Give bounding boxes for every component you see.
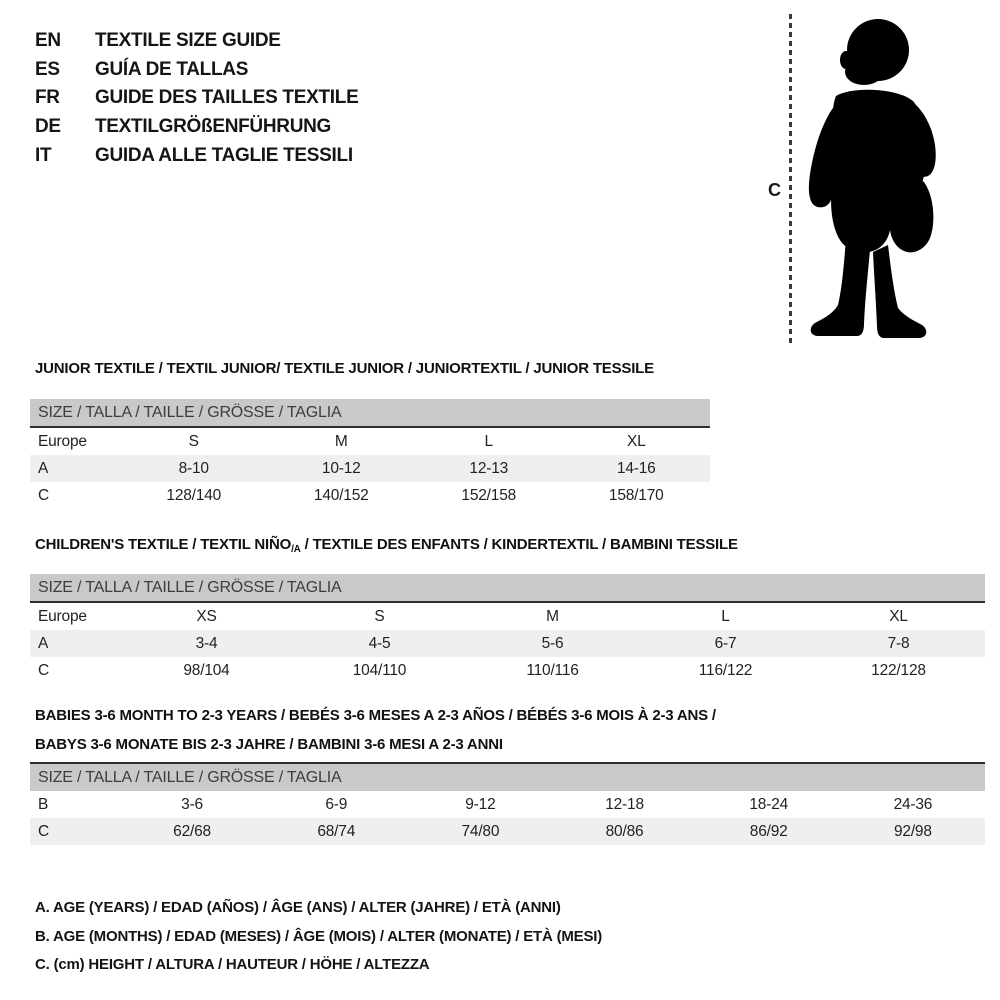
height-measure-dashed-line bbox=[789, 14, 792, 344]
value-cell: 110/116 bbox=[526, 661, 579, 679]
table-band-header bbox=[30, 574, 985, 602]
heading-line-1: BABIES 3-6 MONTH TO 2-3 YEARS / BEBÉS 3-6 MESES A 2-3 AÑOS / BÉBÉS 3-6 MOIS À 2-3 ANS / bbox=[35, 707, 716, 724]
language-row bbox=[35, 113, 358, 142]
value-cell: 104/110 bbox=[352, 661, 407, 679]
table-row-europe bbox=[30, 602, 985, 630]
note-height-cm: C. (cm) HEIGHT / ALTURA / HAUTEUR / HÖHE / ALTEZZA bbox=[35, 956, 430, 974]
value-cell: 10-12 bbox=[268, 455, 416, 482]
row-label: Europe bbox=[38, 607, 87, 625]
row-label: C bbox=[30, 818, 120, 845]
value-cell: 3-4 bbox=[120, 630, 293, 657]
size-cell: S bbox=[188, 432, 199, 450]
legend-notes bbox=[35, 894, 602, 980]
table-band-header bbox=[30, 763, 985, 791]
baby-figure-area bbox=[760, 8, 975, 353]
size-cell: M bbox=[546, 607, 559, 625]
size-cell: XS bbox=[196, 607, 217, 625]
table-row-age bbox=[30, 630, 985, 657]
value-cell: 12-13 bbox=[415, 455, 563, 482]
value-cell: 152/158 bbox=[461, 486, 517, 504]
language-row bbox=[35, 142, 358, 171]
value-cell: 74/80 bbox=[408, 818, 552, 845]
heading-line-2: BABYS 3-6 MONATE BIS 2-3 JAHRE / BAMBINI 3-6 MESI A 2-3 ANNI bbox=[35, 736, 503, 753]
band-label: SIZE / TALLA / TAILLE / GRÖSSE / TAGLIA bbox=[30, 763, 985, 791]
language-code: ES bbox=[35, 58, 60, 80]
junior-section-heading: JUNIOR TEXTILE / TEXTIL JUNIOR/ TEXTILE JUNIOR / JUNIORTEXTIL / JUNIOR TESSILE bbox=[35, 360, 654, 377]
value-cell: 5-6 bbox=[466, 630, 639, 657]
value-cell: 24-36 bbox=[893, 795, 933, 813]
value-cell: 122/128 bbox=[871, 661, 926, 679]
table-row-height bbox=[30, 482, 710, 509]
language-row bbox=[35, 84, 358, 113]
babies-size-table bbox=[30, 762, 985, 845]
language-title-list bbox=[35, 27, 358, 171]
value-cell: 116/122 bbox=[698, 661, 753, 679]
language-code: EN bbox=[35, 30, 61, 51]
row-label: C bbox=[38, 661, 49, 679]
row-label: B bbox=[38, 795, 49, 813]
heading-text: CHILDREN'S TEXTILE / TEXTIL NIÑO bbox=[35, 536, 292, 553]
band-label: SIZE / TALLA / TAILLE / GRÖSSE / TAGLIA bbox=[30, 399, 710, 427]
value-cell: 14-16 bbox=[563, 455, 711, 482]
value-cell: 140/152 bbox=[313, 486, 369, 504]
row-label: A bbox=[30, 455, 120, 482]
table-row-height bbox=[30, 818, 985, 845]
language-row bbox=[35, 27, 358, 56]
baby-silhouette-icon bbox=[802, 10, 957, 350]
size-cell: S bbox=[374, 607, 385, 625]
language-code: IT bbox=[35, 144, 52, 166]
language-code: DE bbox=[35, 116, 61, 138]
height-measure-label: C bbox=[768, 180, 781, 200]
value-cell: 6-9 bbox=[325, 795, 348, 813]
value-cell: 4-5 bbox=[293, 630, 466, 657]
children-section-heading bbox=[35, 536, 738, 559]
row-label: A bbox=[30, 630, 120, 657]
guide-title: GUIDE DES TAILLES TEXTILE bbox=[95, 87, 359, 109]
table-row-height bbox=[30, 657, 985, 684]
note-age-months: B. AGE (MONTHS) / EDAD (MESES) / ÂGE (MOIS) / ALTER (MONATE) / ETÀ (MESI) bbox=[35, 927, 603, 945]
value-cell: 128/140 bbox=[166, 486, 222, 504]
guide-title: TEXTILE SIZE GUIDE bbox=[95, 30, 281, 51]
value-cell: 80/86 bbox=[552, 818, 696, 845]
value-cell: 8-10 bbox=[120, 455, 268, 482]
heading-text: / TEXTILE DES ENFANTS / KINDERTEXTIL / BAMBINI TESSILE bbox=[300, 536, 738, 553]
value-cell: 6-7 bbox=[639, 630, 812, 657]
guide-title: GUÍA DE TALLAS bbox=[95, 58, 249, 80]
value-cell: 12-18 bbox=[605, 795, 644, 813]
language-row bbox=[35, 56, 358, 85]
heading-subscript: /A bbox=[291, 544, 301, 555]
row-label: Europe bbox=[38, 432, 87, 450]
value-cell: 3-6 bbox=[181, 795, 203, 813]
table-row-europe bbox=[30, 427, 710, 455]
babies-section-heading bbox=[35, 701, 835, 759]
note-age-years: A. AGE (YEARS) / EDAD (AÑOS) / ÂGE (ANS) / ALTER (JAHRE) / ETÀ (ANNI) bbox=[35, 899, 561, 916]
size-cell: L bbox=[721, 607, 730, 625]
guide-title: TEXTILGRÖßENFÜHRUNG bbox=[95, 116, 332, 138]
guide-title: GUIDA ALLE TAGLIE TESSILI bbox=[95, 144, 353, 166]
junior-size-table bbox=[30, 399, 710, 509]
value-cell: 62/68 bbox=[120, 818, 264, 845]
band-label: SIZE / TALLA / TAILLE / GRÖSSE / TAGLIA bbox=[30, 574, 985, 602]
language-code: FR bbox=[35, 87, 60, 109]
size-cell: XL bbox=[889, 607, 908, 625]
value-cell: 18-24 bbox=[749, 795, 789, 813]
table-row-age bbox=[30, 455, 710, 482]
table-row-months bbox=[30, 791, 985, 818]
value-cell: 158/170 bbox=[608, 486, 664, 504]
value-cell: 68/74 bbox=[264, 818, 408, 845]
table-band-header bbox=[30, 399, 710, 427]
children-size-table bbox=[30, 574, 985, 684]
value-cell: 86/92 bbox=[697, 818, 841, 845]
value-cell: 7-8 bbox=[812, 630, 985, 657]
size-cell: XL bbox=[626, 432, 646, 450]
value-cell: 98/104 bbox=[183, 661, 230, 679]
row-label: C bbox=[38, 486, 49, 504]
value-cell: 9-12 bbox=[465, 795, 496, 813]
value-cell: 92/98 bbox=[841, 818, 985, 845]
size-cell: M bbox=[334, 432, 348, 450]
size-cell: L bbox=[484, 432, 493, 450]
